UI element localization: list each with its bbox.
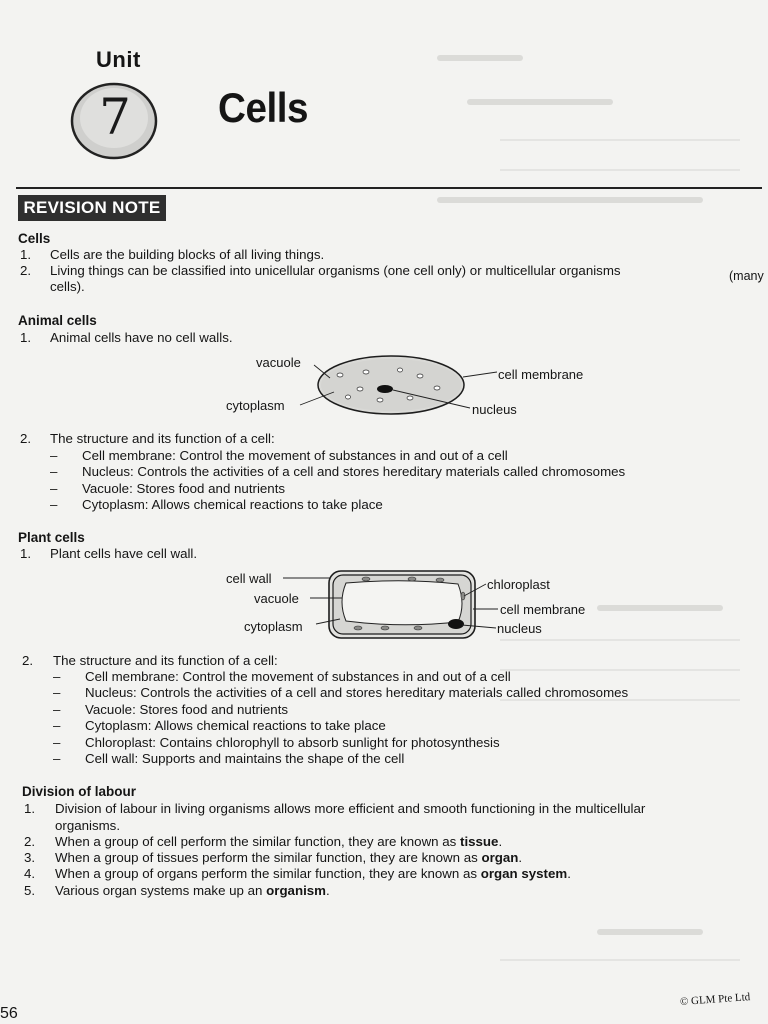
list-number: 2.: [20, 431, 32, 446]
revision-note-banner: REVISION NOTE: [18, 195, 166, 221]
section-heading-division-of-labour: Division of labour: [22, 784, 137, 799]
function-item: Cytoplasm: Allows chemical reactions to take place: [85, 718, 386, 733]
label-cytoplasm: cytoplasm: [226, 398, 285, 413]
function-item: Nucleus: Controls the activities of a cell and stores hereditary materials called chromosomes: [82, 464, 626, 479]
list-item-continuation: organisms.: [55, 818, 121, 833]
section-heading-animal-cells: Animal cells: [18, 313, 97, 328]
list-item: Plant cells have cell wall.: [50, 546, 198, 561]
unit-number: 7: [99, 88, 131, 146]
list-number: 2.: [22, 653, 34, 668]
function-item: Cell membrane: Control the movement of substances in and out of a cell: [82, 448, 508, 463]
dash-bullet: –: [53, 735, 61, 750]
label-nucleus: nucleus: [472, 402, 517, 417]
function-item: Cell wall: Supports and maintains the shape of the cell: [85, 751, 405, 766]
dash-bullet: –: [53, 751, 61, 766]
dash-bullet: –: [53, 685, 61, 700]
label-nucleus: nucleus: [497, 621, 542, 636]
dash-bullet: –: [50, 497, 58, 512]
plant-nucleus-shape: [448, 619, 464, 629]
function-item: Vacuole: Stores food and nutrients: [82, 481, 286, 496]
label-cell-membrane: cell membrane: [500, 602, 586, 617]
list-item: Animal cells have no cell walls.: [50, 330, 233, 345]
function-item: Vacuole: Stores food and nutrients: [85, 702, 289, 717]
function-item: Cell membrane: Control the movement of substances in and out of a cell: [85, 669, 511, 684]
list-number: 2.: [20, 263, 32, 278]
label-cell-wall: cell wall: [226, 571, 272, 586]
list-item-continuation: cells).: [50, 279, 85, 294]
label-cell-membrane: cell membrane: [498, 367, 584, 382]
list-item: The structure and its function of a cell:: [50, 431, 275, 446]
section-heading-cells: Cells: [18, 231, 51, 246]
dash-bullet: –: [50, 481, 58, 496]
page-number: 56: [0, 1005, 18, 1022]
dash-bullet: –: [53, 702, 61, 717]
label-cytoplasm: cytoplasm: [244, 619, 303, 634]
list-number: 5.: [24, 883, 36, 898]
label-chloroplast: chloroplast: [487, 577, 550, 592]
list-item: The structure and its function of a cell:: [53, 653, 278, 668]
section-heading-plant-cells: Plant cells: [18, 530, 85, 545]
list-number: 4.: [24, 866, 36, 881]
list-number: 2.: [24, 834, 36, 849]
function-item: Nucleus: Controls the activities of a cell and stores hereditary materials called chromosomes: [85, 685, 629, 700]
list-item: Various organ systems make up an organism.: [55, 883, 330, 898]
list-number: 1.: [20, 546, 32, 561]
list-number: 1.: [24, 801, 36, 816]
list-item: When a group of tissues perform the similar function, they are known as organ.: [55, 850, 523, 865]
dash-bullet: –: [50, 448, 58, 463]
copyright-notice: © GLM Pte Ltd: [679, 991, 751, 1008]
list-number: 1.: [20, 247, 32, 262]
chapter-title: Cells: [218, 84, 309, 131]
list-item: When a group of cell perform the similar function, they are known as tissue.: [55, 834, 503, 849]
list-number: 1.: [20, 330, 32, 345]
function-item: Cytoplasm: Allows chemical reactions to take place: [82, 497, 383, 512]
list-item: Cells are the building blocks of all living things.: [50, 247, 325, 262]
unit-label: Unit: [96, 47, 141, 72]
dash-bullet: –: [53, 669, 61, 684]
function-item: Chloroplast: Contains chlorophyll to absorb sunlight for photosynthesis: [85, 735, 500, 750]
dash-bullet: –: [53, 718, 61, 733]
list-item: Living things can be classified into unicellular organisms (one cell only) or multicellular organisms: [50, 263, 621, 278]
label-vacuole: vacuole: [256, 355, 301, 370]
label-vacuole: vacuole: [254, 591, 299, 606]
list-number: 3.: [24, 850, 36, 865]
dash-bullet: –: [50, 464, 58, 479]
list-item-continuation: (many: [729, 269, 764, 283]
list-item: Division of labour in living organisms allows more efficient and smooth functioning in the multicellular: [55, 801, 646, 816]
list-item: When a group of organs perform the similar function, they are known as organ system.: [55, 866, 571, 881]
